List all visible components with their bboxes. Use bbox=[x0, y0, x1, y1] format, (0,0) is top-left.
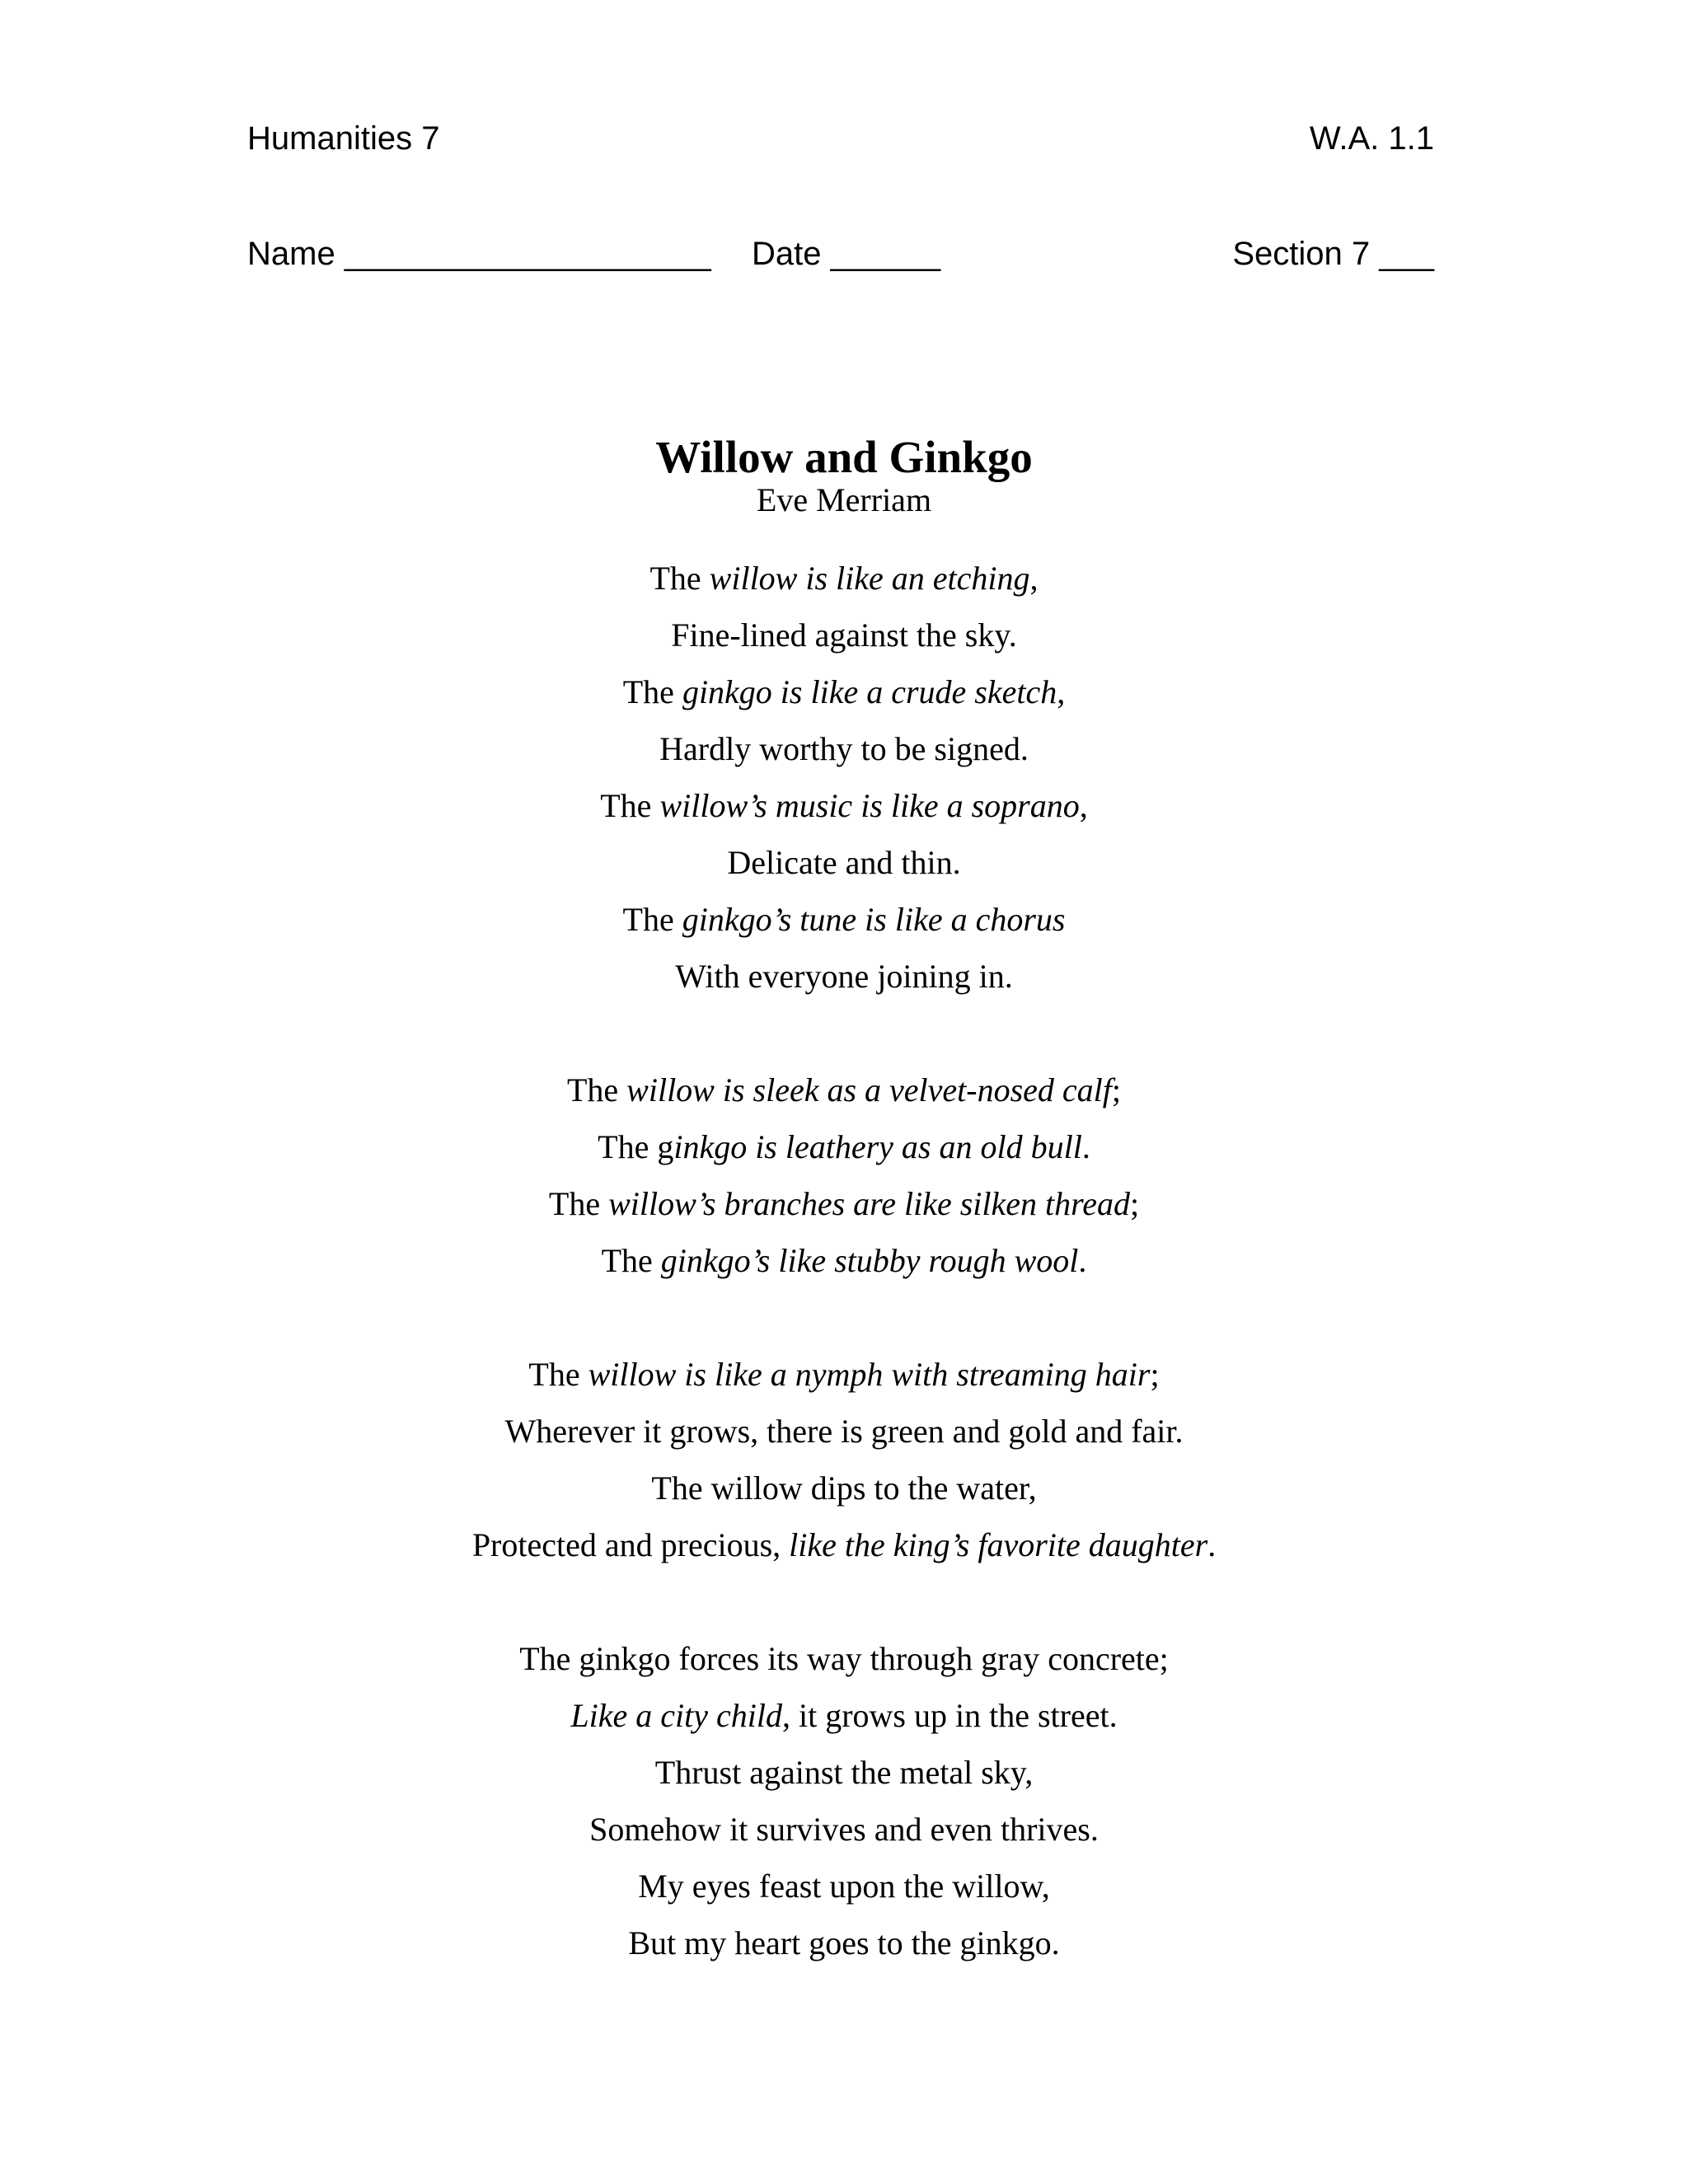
text-segment: The g bbox=[598, 1128, 674, 1165]
course-name: Humanities 7 bbox=[247, 120, 440, 157]
text-segment: With everyone joining in. bbox=[675, 958, 1013, 995]
text-segment: The bbox=[601, 1242, 661, 1279]
poem-line bbox=[0, 1118, 1688, 1175]
italic-phrase: willow is like a nymph with streaming hair bbox=[588, 1356, 1151, 1393]
poem-stanza bbox=[0, 1630, 1688, 1971]
italic-phrase: Like a city child bbox=[570, 1697, 782, 1734]
text-segment: The bbox=[528, 1356, 588, 1393]
italic-phrase: willow’s music is like a soprano bbox=[659, 787, 1080, 824]
poem-line bbox=[0, 550, 1688, 607]
poem-stanza bbox=[0, 1346, 1688, 1573]
poem-line bbox=[0, 777, 1688, 834]
poem-author: Eve Merriam bbox=[756, 481, 932, 518]
text-segment: The bbox=[600, 787, 660, 824]
poem-line bbox=[0, 1630, 1688, 1687]
section-field: Section 7 ___ bbox=[1232, 236, 1434, 272]
text-segment: ; bbox=[1129, 1185, 1140, 1222]
poem-line bbox=[0, 1744, 1688, 1801]
poem-title: Willow and Ginkgo bbox=[655, 432, 1033, 482]
text-segment: The bbox=[622, 901, 682, 938]
text-segment: , bbox=[1079, 787, 1088, 824]
poem-line bbox=[0, 1858, 1688, 1915]
italic-phrase: ginkgo is like a crude sketch bbox=[682, 673, 1057, 710]
text-segment: , bbox=[1029, 560, 1039, 597]
text-segment: . bbox=[1078, 1242, 1087, 1279]
poem-line bbox=[0, 607, 1688, 663]
text-segment: Wherever it grows, there is green and gold and fair. bbox=[504, 1413, 1184, 1450]
poem-line bbox=[0, 1516, 1688, 1573]
text-segment: The bbox=[566, 1071, 627, 1108]
poem-line bbox=[0, 1175, 1688, 1232]
italic-phrase: like the king’s favorite daughter bbox=[789, 1526, 1208, 1563]
poem-line bbox=[0, 1232, 1688, 1289]
poem-line bbox=[0, 834, 1688, 891]
date-field: Date ______ bbox=[752, 236, 941, 272]
italic-phrase: willow is like an etching bbox=[709, 560, 1030, 597]
poem-line bbox=[0, 1687, 1688, 1744]
text-segment: Fine-lined against the sky. bbox=[671, 616, 1017, 654]
text-segment: The willow dips to the water, bbox=[651, 1469, 1037, 1507]
text-segment: Protected and precious, bbox=[471, 1526, 790, 1563]
italic-phrase: ginkgo’s like stubby rough wool bbox=[660, 1242, 1079, 1279]
text-segment: , bbox=[1057, 673, 1066, 710]
poem-line bbox=[0, 663, 1688, 720]
italic-phrase: willow is sleek as a velvet-nosed calf bbox=[626, 1071, 1112, 1108]
poem-line bbox=[0, 1403, 1688, 1460]
italic-phrase: inkgo is leathery as an old bull bbox=[673, 1128, 1082, 1165]
text-segment: But my heart goes to the ginkgo. bbox=[628, 1924, 1060, 1961]
poem-line bbox=[0, 891, 1688, 948]
poem-line bbox=[0, 1801, 1688, 1858]
poem-line bbox=[0, 1062, 1688, 1118]
poem-line bbox=[0, 720, 1688, 777]
text-segment: The bbox=[649, 560, 710, 597]
italic-phrase: willow’s branches are like silken thread bbox=[608, 1185, 1130, 1222]
poem-body bbox=[0, 550, 1688, 2028]
text-segment: ; bbox=[1111, 1071, 1122, 1108]
text-segment: Thrust against the metal sky, bbox=[654, 1754, 1034, 1791]
poem-line bbox=[0, 948, 1688, 1005]
text-segment: Somehow it survives and even thrives. bbox=[589, 1811, 1099, 1848]
text-segment: The bbox=[622, 673, 682, 710]
poem-line bbox=[0, 1460, 1688, 1516]
poem-stanza bbox=[0, 550, 1688, 1005]
text-segment: The ginkgo forces its way through gray concrete; bbox=[519, 1640, 1169, 1677]
text-segment: . bbox=[1081, 1128, 1090, 1165]
poem-line bbox=[0, 1346, 1688, 1403]
text-segment: ; bbox=[1150, 1356, 1160, 1393]
text-segment: The bbox=[548, 1185, 609, 1222]
text-segment: Delicate and thin. bbox=[727, 844, 961, 881]
poem-line bbox=[0, 1915, 1688, 1971]
text-segment: My eyes feast upon the willow, bbox=[638, 1868, 1050, 1905]
poem-stanza bbox=[0, 1062, 1688, 1289]
text-segment: Hardly worthy to be signed. bbox=[659, 730, 1029, 767]
text-segment: . bbox=[1207, 1526, 1217, 1563]
italic-phrase: ginkgo’s tune is like a chorus bbox=[682, 901, 1066, 938]
assignment-code: W.A. 1.1 bbox=[1309, 120, 1434, 157]
text-segment: , it grows up in the street. bbox=[781, 1697, 1118, 1734]
name-field: Name ____________________ bbox=[247, 236, 711, 272]
